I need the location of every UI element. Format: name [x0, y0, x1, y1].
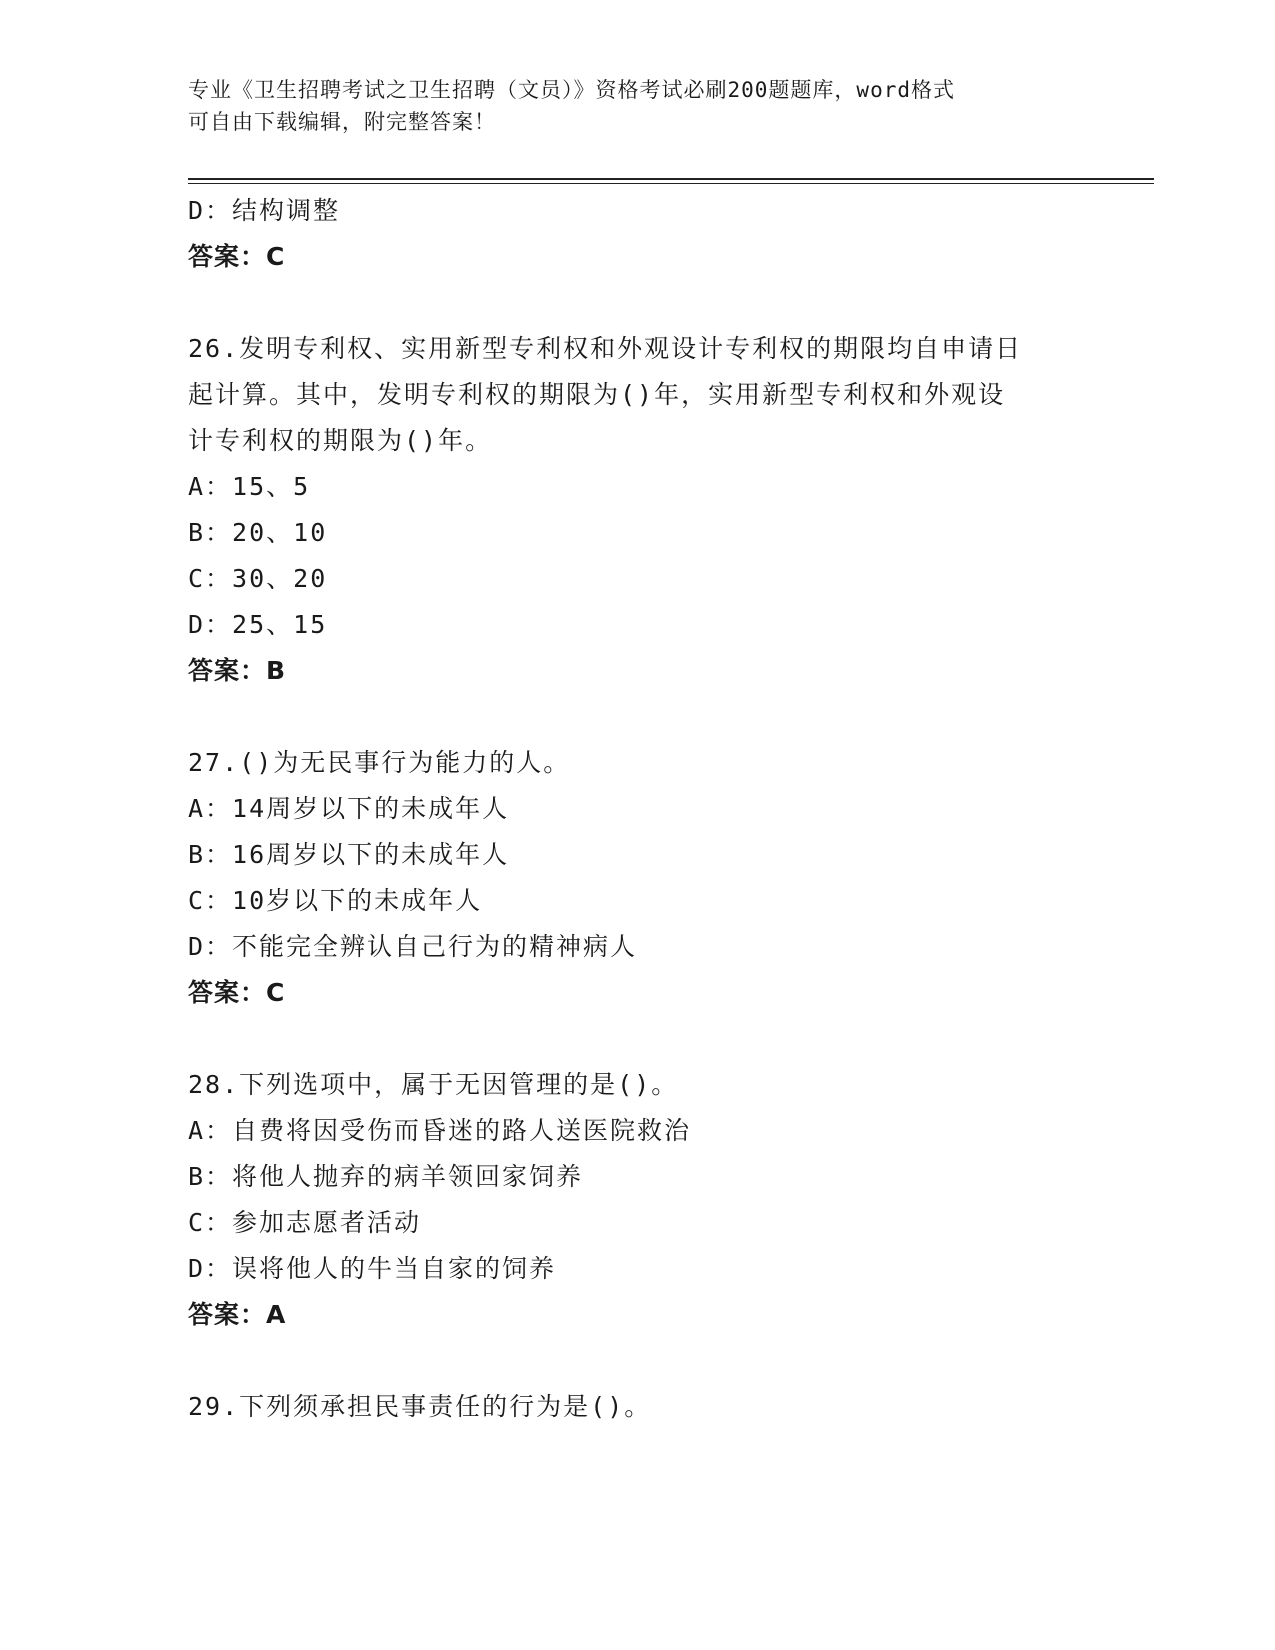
question-28-option-c: C：参加志愿者活动	[188, 1208, 422, 1237]
question-27-option-c: C：10岁以下的未成年人	[188, 886, 483, 915]
question-28-option-b: B：将他人抛弃的病羊领回家饲养	[188, 1162, 584, 1191]
question-26-answer: 答案：B	[188, 656, 287, 685]
prev-answer: 答案：C	[188, 242, 286, 271]
document-header	[188, 74, 1088, 138]
prev-option-d: D：结构调整	[188, 196, 341, 225]
question-26-option-c: C：30、20	[188, 564, 328, 593]
document-body	[188, 188, 1088, 1430]
question-26-stem-line-2: 起计算。其中，发明专利权的期限为()年，实用新型专利权和外观设	[188, 380, 1006, 409]
question-28-option-d: D：误将他人的牛当自家的饲养	[188, 1254, 557, 1283]
question-28-answer: 答案：A	[188, 1300, 287, 1329]
question-28-stem: 28.下列选项中，属于无因管理的是()。	[188, 1070, 679, 1099]
question-28-option-a: A：自费将因受伤而昏迷的路人送医院救治	[188, 1116, 692, 1145]
question-27-stem: 27.()为无民事行为能力的人。	[188, 748, 571, 777]
question-29-stem: 29.下列须承担民事责任的行为是()。	[188, 1392, 652, 1421]
header-line-2: 可自由下载编辑，附完整答案！	[188, 110, 496, 134]
header-line-1: 专业《卫生招聘考试之卫生招聘（文员）》资格考试必刷200题题库，word格式	[188, 78, 955, 102]
question-27	[188, 740, 1088, 1016]
question-28	[188, 1062, 1088, 1338]
question-26	[188, 326, 1088, 694]
header-rule-thick	[188, 178, 1154, 180]
question-26-option-a: A：15、5	[188, 472, 311, 501]
question-29	[188, 1384, 1088, 1430]
question-27-option-b: B：16周岁以下的未成年人	[188, 840, 510, 869]
question-27-answer: 答案：C	[188, 978, 286, 1007]
question-26-option-b: B：20、10	[188, 518, 328, 547]
header-rule-thin	[188, 183, 1154, 184]
question-27-option-d: D：不能完全辨认自己行为的精神病人	[188, 932, 638, 961]
question-26-option-d: D：25、15	[188, 610, 328, 639]
question-27-option-a: A：14周岁以下的未成年人	[188, 794, 510, 823]
question-26-stem-line-1: 26.发明专利权、实用新型专利权和外观设计专利权的期限均自申请日	[188, 334, 1023, 363]
question-26-stem-line-3: 计专利权的期限为()年。	[188, 426, 493, 455]
